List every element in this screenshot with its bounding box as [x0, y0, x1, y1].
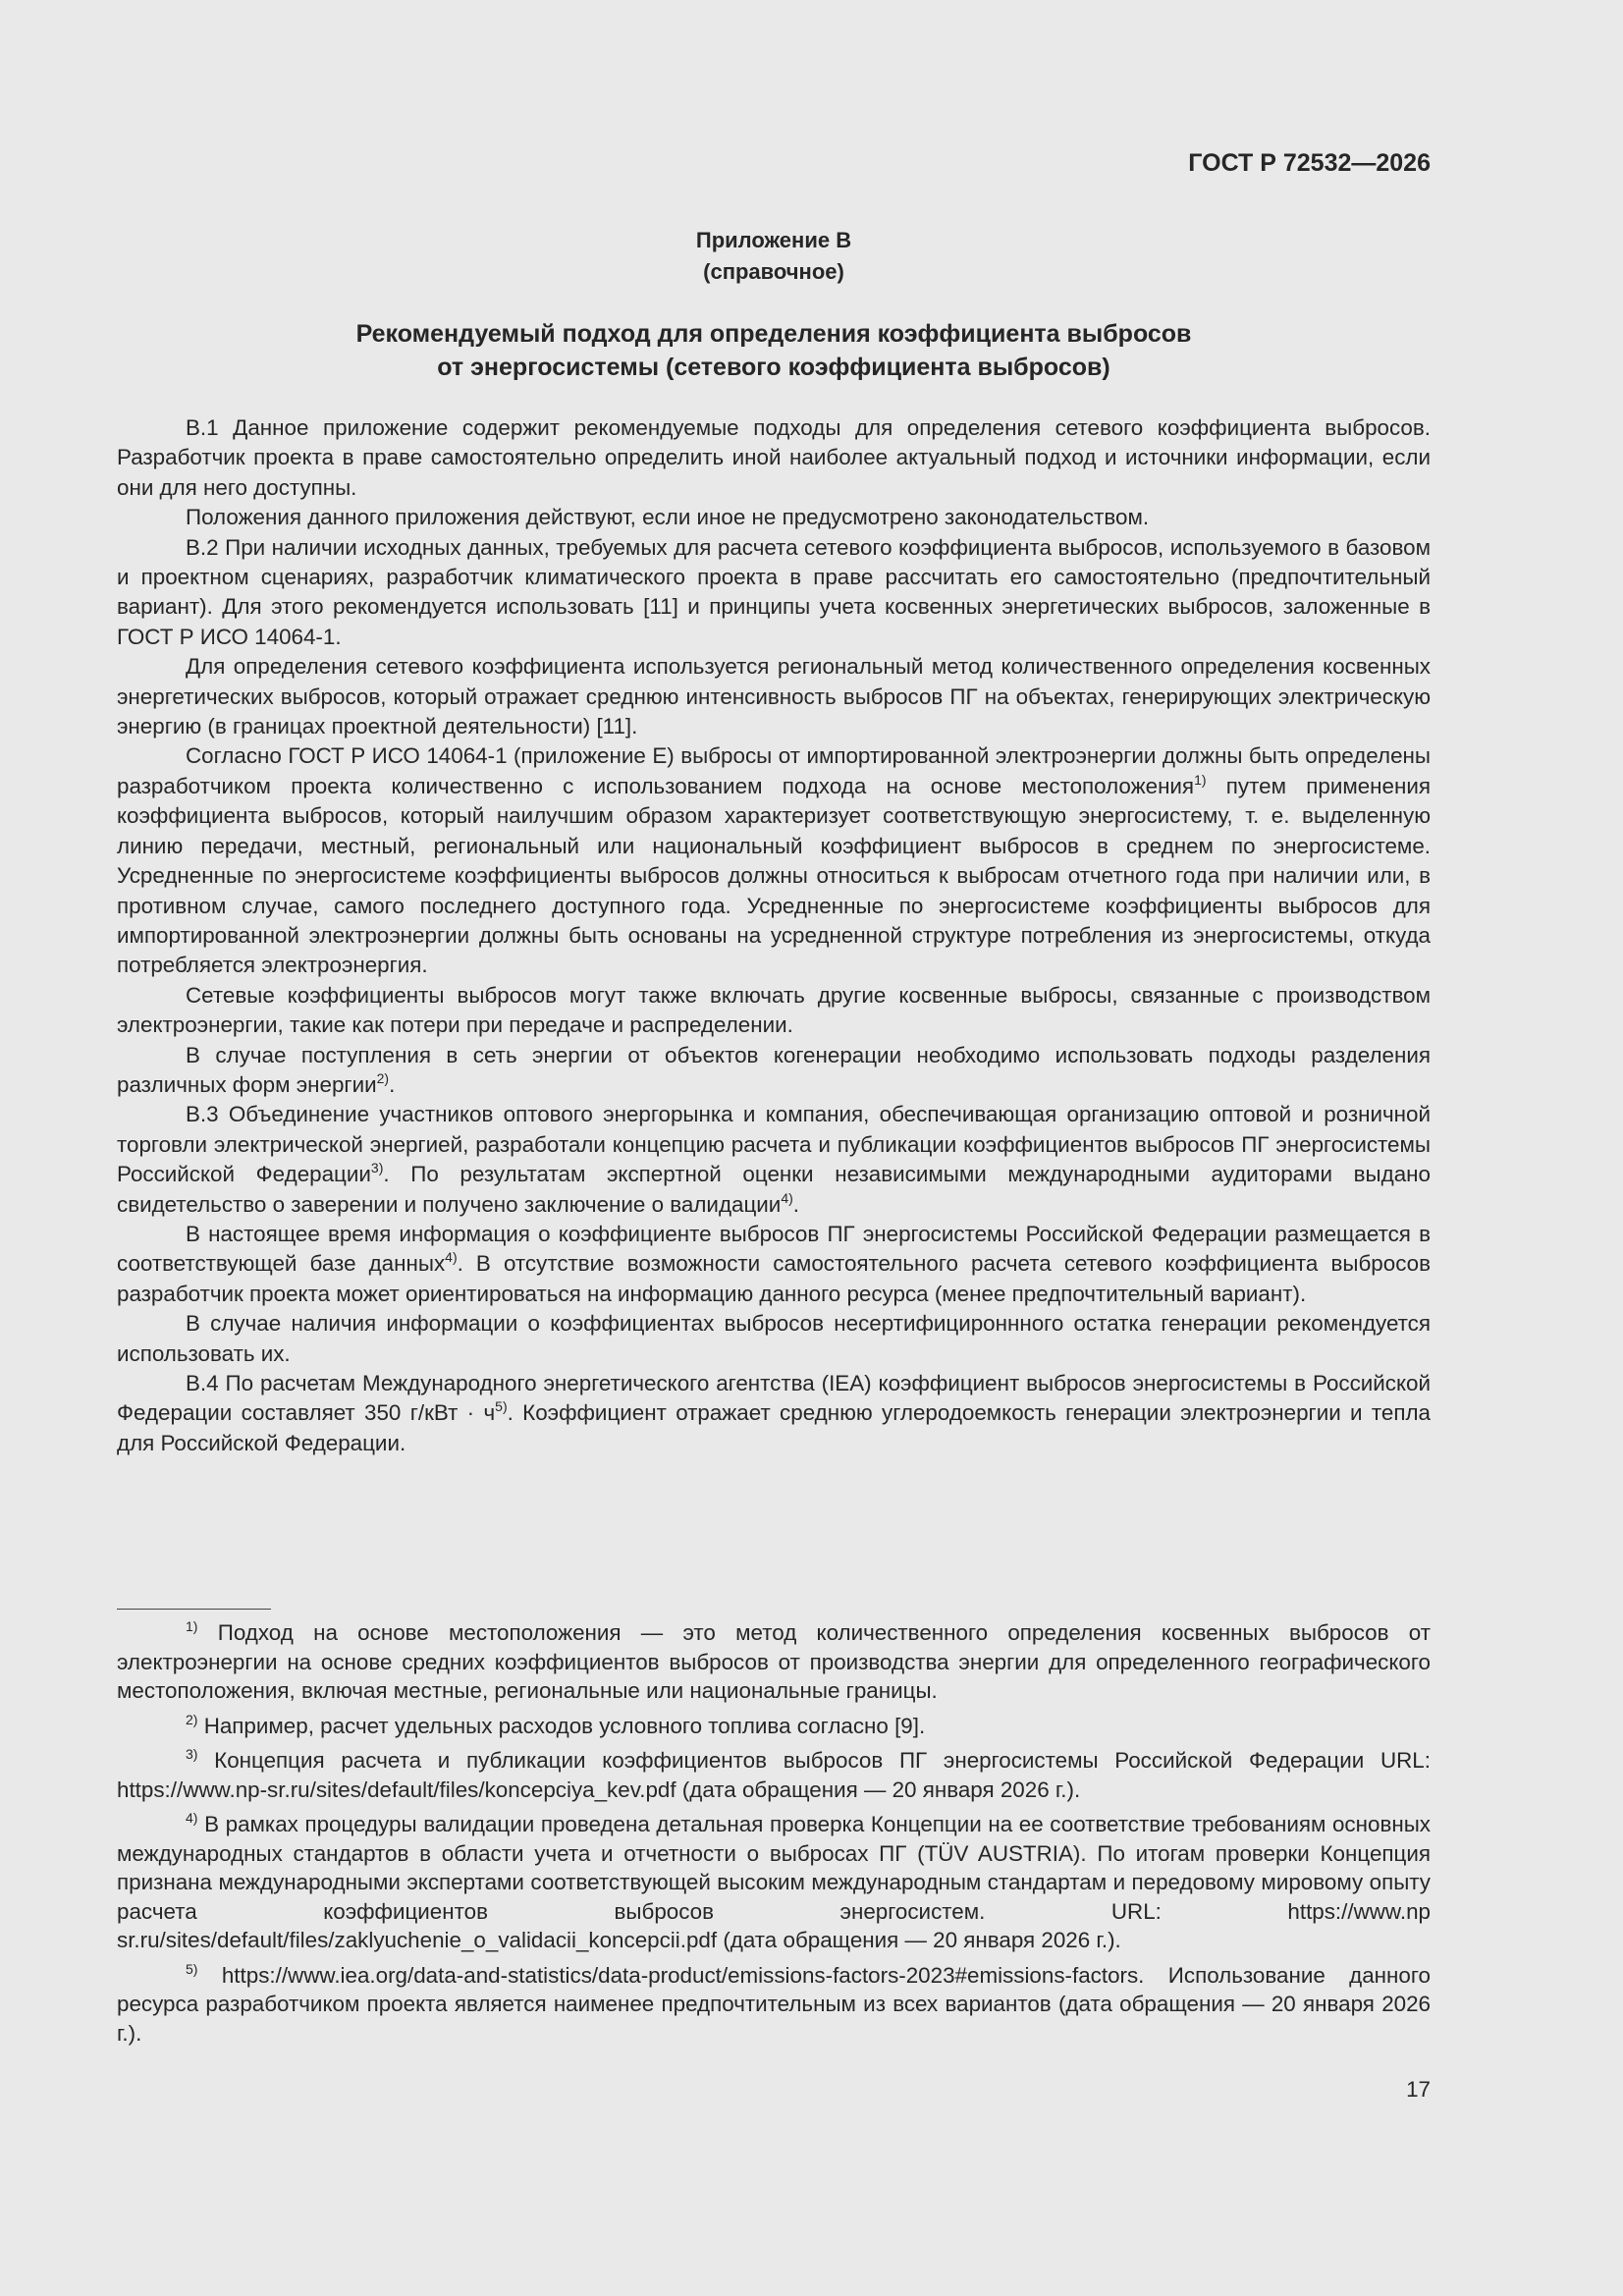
paragraph-text: В настоящее время информация о коэффициенте выбросов ПГ энергосистемы Российской Федерации размещается в соответствующей базе данных: [117, 1221, 1431, 1277]
paragraph-text: . Коэффициент отражает среднюю углеродоемкость генерации электроэнергии и тепла для Российской Федерации.: [117, 1400, 1431, 1455]
body-paragraph: [117, 652, 1431, 741]
body-paragraph: [117, 981, 1431, 1041]
footnote-text: Подход на основе местоположения — это метод количественного определения косвенных выбросов от электроэнергии на основе средних коэффициентов выбросов от производства энергии для определенного географического местоположения, включая местные, региональные или национальные границы.: [117, 1620, 1431, 1703]
footnote-ref: 4): [781, 1189, 793, 1206]
footnote-ref: 4): [445, 1249, 458, 1266]
footnotes: [117, 1618, 1431, 2053]
footnote: [117, 1810, 1431, 1955]
standard-designation: ГОСТ Р 72532—2026: [1188, 149, 1431, 177]
paragraph-text: В.2 При наличии исходных данных, требуемых для расчета сетевого коэффициента выбросов, используемого в базовом и проектном сценариях, разработчик климатического проекта в праве рассчитать его самостоятельно (предпочтительный вариант). Для этого рекомендуется использовать [11] и принципы учета косвенных энергетических выбросов, заложенные в ГОСТ Р ИСО 14064-1.: [117, 534, 1431, 649]
paragraph-text: .: [792, 1191, 799, 1217]
paragraph-text: Для определения сетевого коэффициента используется региональный метод количественного определения косвенных энергетических выбросов, который отражает среднюю интенсивность выбросов ПГ на объектах, генерирующих электрическую энергию (в границах проектной деятельности) [11].: [117, 654, 1431, 739]
body-paragraph: [117, 1100, 1431, 1220]
footnote: [117, 1746, 1431, 1804]
paragraph-text: В.3 Объединение участников оптового энергорынка и компания, обеспечивающая организацию оптовой и розничной торговли электрической энергией, разработали концепцию расчета и публикации коэффициентов выбросов ПГ энергосистемы Российской Федерации: [117, 1102, 1431, 1187]
body-paragraph: [117, 1041, 1431, 1101]
paragraph-text: путем применения коэффициента выбросов, который наилучшим образом характеризует соответствующую энергосистему, т. е. выделенную линию передачи, местный, региональный или национальный коэффициент выбросов в среднем по энергосистеме. Усредненные по энергосистеме коэффициенты выбросов должны относиться к выбросам отчетного года при наличии или, в противном случае, самого последнего доступного года. Усредненные по энергосистеме коэффициенты выбросов для импортированной электроэнергии должны быть основаны на усредненной структуре потребления из энергосистемы, откуда потребляется электроэнергия.: [117, 773, 1431, 978]
footnote-text: В рамках процедуры валидации проведена детальная проверка Концепции на ее соответствие требованиям основных международных стандартов в области учета и отчетности о выбросах ПГ (TÜV AUSTRIA). По итогам проверки Концепция признана международными экспертами соответствующей высоким международным стандартам и передовому мировому опыту расчета коэффициентов выбросов энергосистем. URL: https://www.np sr.ru/sites/default/files/zaklyuchenie_o_validacii_koncepcii.pdf (дата обращения — 20 января 2026 г.).: [117, 1812, 1431, 1952]
body-paragraph: [117, 533, 1431, 653]
body-text: [117, 413, 1431, 1458]
footnote-ref: 3): [370, 1160, 384, 1176]
paragraph-text: Согласно ГОСТ Р ИСО 14064-1 (приложение Е) выбросы от импортированной электроэнергии должны быть определены разработчиком проекта количественно с использованием подхода на основе местоположения: [117, 743, 1431, 798]
paragraph-text: . В отсутствие возможности самостоятельного расчета сетевого коэффициента выбросов разработчик проекта может ориентироваться на информацию данного ресурса (менее предпочтительный вариант).: [117, 1251, 1431, 1306]
footnote: [117, 1712, 1431, 1741]
body-paragraph: [117, 1369, 1431, 1458]
footnote-mark: 2): [186, 1711, 198, 1727]
footnote-mark: 4): [186, 1810, 198, 1826]
paragraph-text: Сетевые коэффициенты выбросов могут также включать другие косвенные выбросы, связанные с производством электроэнергии, такие как потери при передаче и распределении.: [117, 982, 1431, 1038]
page-number: 17: [1406, 2077, 1431, 2102]
paragraph-text: .: [389, 1071, 396, 1097]
annex-title: [117, 225, 1431, 288]
paragraph-text: Положения данного приложения действуют, если иное не предусмотрено законодательством.: [186, 505, 1150, 530]
footnote-text: https://www.iea.org/data-and-statistics/data-product/emissions-factors-2023#emissions-factors. Использование данного ресурса разработчиком проекта является наименее предпочтительным из всех вариантов (дата обращения — 20 января 2026 г.).: [117, 1962, 1431, 2046]
footnote: [117, 1618, 1431, 1706]
paragraph-text: В случае поступления в сеть энергии от объектов когенерации необходимо использовать подходы разделения различных форм энергии: [117, 1042, 1431, 1097]
body-paragraph: [117, 1220, 1431, 1309]
heading-line-1: Рекомендуемый подход для определения коэффициента выбросов: [355, 320, 1192, 348]
footnote-separator: [117, 1609, 271, 1610]
footnote-mark: 1): [186, 1618, 198, 1634]
footnote: [117, 1961, 1431, 2049]
paragraph-text: В.4 По расчетам Международного энергетического агентства (IEA) коэффициент выбросов энергосистемы в Российской Федерации составляет 350 г/кВт · ч: [117, 1371, 1431, 1426]
annex-label: Приложение В: [695, 228, 852, 252]
heading-line-2: от энергосистемы (сетевого коэффициента выбросов): [437, 354, 1110, 381]
footnote-ref: 1): [1194, 771, 1207, 788]
body-paragraph: [117, 1309, 1431, 1369]
annex-heading: [117, 317, 1431, 384]
paragraph-text: . По результатам экспертной оценки независимыми международными аудиторами выдано свидетельство о заверении и получено заключение о валидации: [117, 1162, 1431, 1217]
paragraph-text: В случае наличия информации о коэффициентах выбросов несертифицироннного остатка генерации рекомендуется использовать их.: [117, 1311, 1431, 1366]
footnote-mark: 3): [186, 1746, 198, 1762]
footnote-ref: 2): [376, 1069, 390, 1086]
footnote-text: Концепция расчета и публикации коэффициентов выбросов ПГ энергосистемы Российской Федерации URL: https://www.np-sr.ru/sites/default/files/koncepciya_kev.pdf (дата обращения — 20 января 2026 г.).: [117, 1748, 1431, 1802]
paragraph-text: В.1 Данное приложение содержит рекомендуемые подходы для определения сетевого коэффициента выбросов. Разработчик проекта в праве самостоятельно определить иной наиболее актуальный подход и источники информации, если они для него доступны.: [117, 415, 1431, 500]
body-paragraph: [117, 413, 1431, 503]
footnote-text: Например, расчет удельных расходов условного топлива согласно [9].: [203, 1713, 926, 1738]
annex-status: (справочное): [703, 259, 844, 284]
body-paragraph: [117, 503, 1431, 532]
footnote-mark: 5): [186, 1960, 198, 1977]
footnote-ref: 5): [495, 1398, 508, 1415]
body-paragraph: [117, 741, 1431, 980]
